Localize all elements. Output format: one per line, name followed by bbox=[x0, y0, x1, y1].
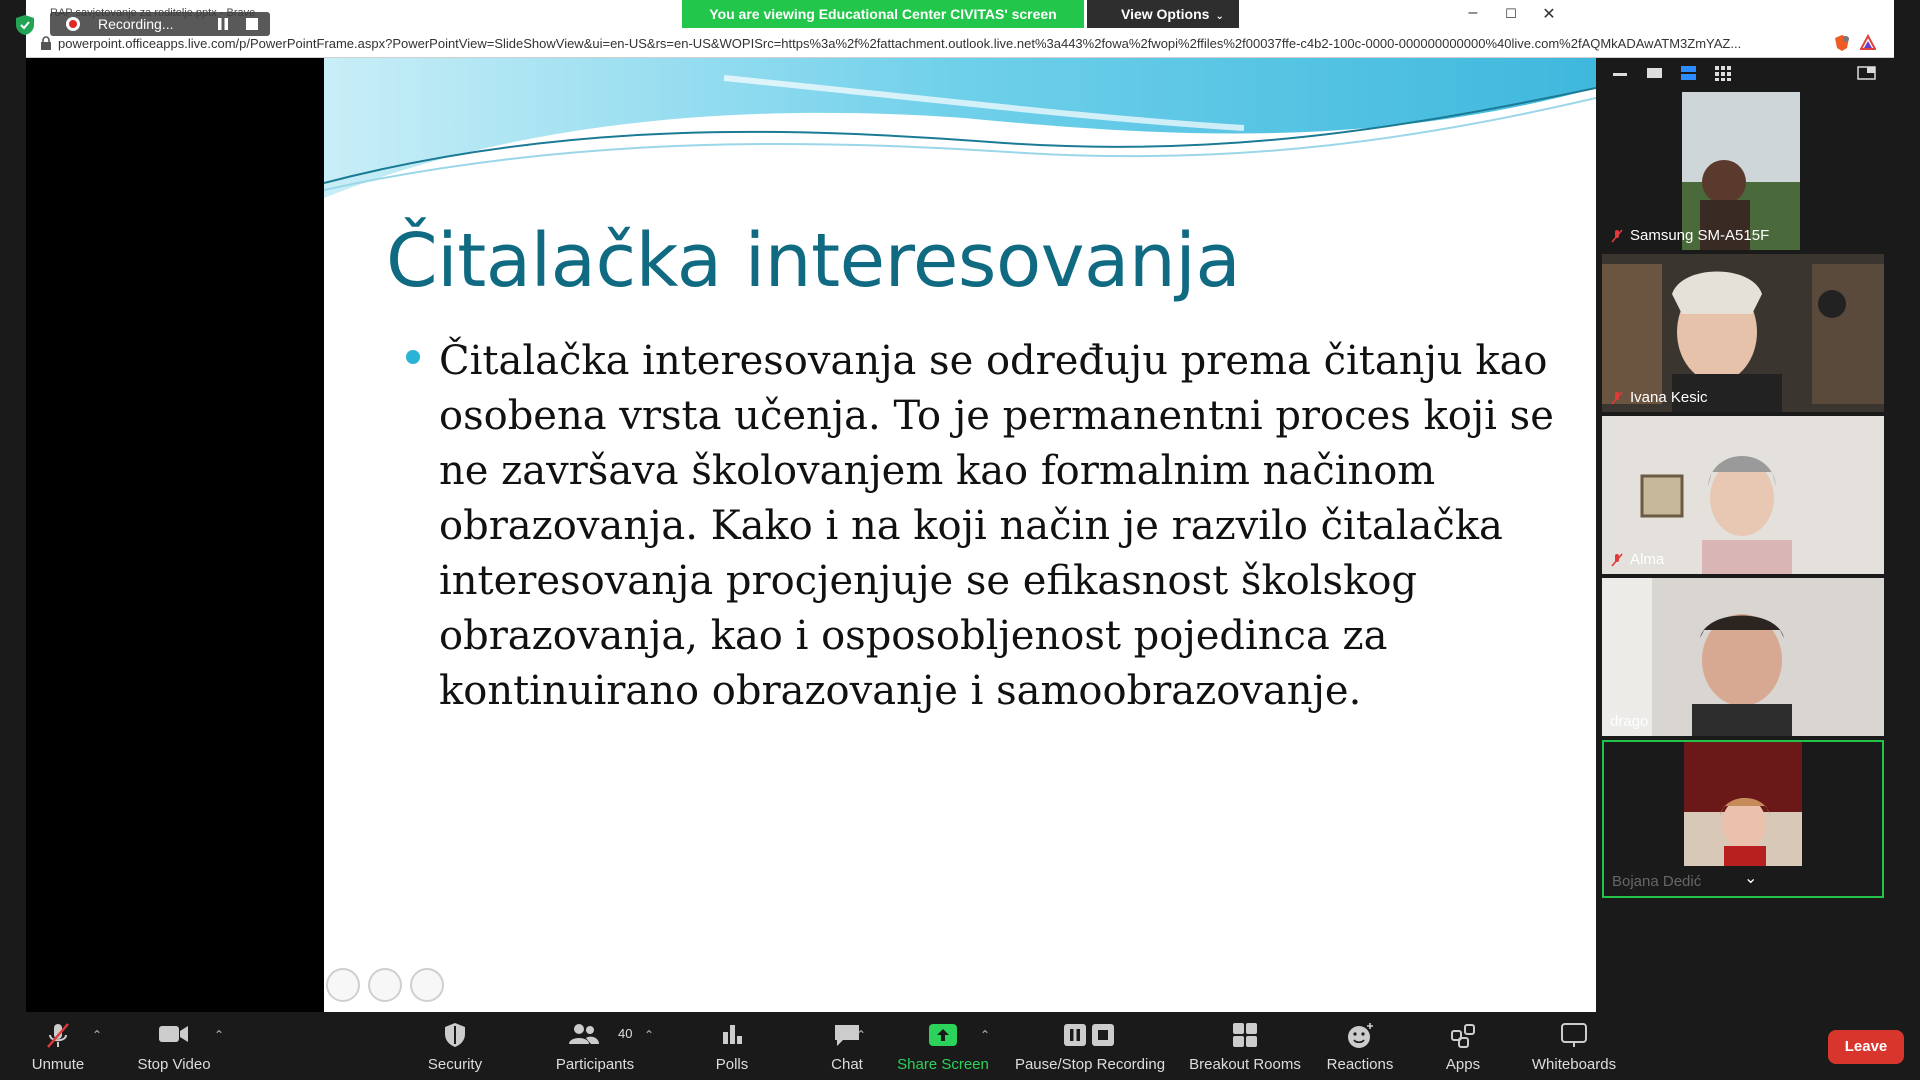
recording-dot-icon bbox=[66, 17, 80, 31]
unmute-button[interactable]: Unmute bbox=[26, 1012, 90, 1080]
mic-muted-icon bbox=[45, 1022, 71, 1050]
gallery-view-icon[interactable] bbox=[1712, 64, 1734, 82]
whiteboard-icon bbox=[1560, 1022, 1588, 1048]
participant-name: Alma bbox=[1610, 551, 1664, 568]
viewing-screen-banner: You are viewing Educational Center CIVITAS' screen bbox=[682, 0, 1084, 28]
video-options-caret[interactable]: ⌃ bbox=[214, 1028, 225, 1042]
recording-indicator bbox=[50, 12, 270, 36]
lock-icon bbox=[40, 36, 52, 50]
recording-label: Recording... bbox=[98, 16, 174, 32]
view-options-label: View Options bbox=[1121, 6, 1210, 22]
participant-name: Ivana Kesic bbox=[1610, 389, 1708, 406]
bullet-icon bbox=[406, 350, 420, 364]
presentation-slide bbox=[324, 58, 1596, 1012]
minimize-gallery-icon[interactable] bbox=[1610, 64, 1632, 82]
participant-tile[interactable] bbox=[1602, 578, 1884, 736]
polls-button[interactable]: Polls bbox=[690, 1012, 774, 1080]
share-screen-button[interactable]: Share Screen bbox=[888, 1012, 998, 1080]
pop-out-gallery-icon[interactable] bbox=[1856, 64, 1878, 82]
minimize-button[interactable]: – bbox=[1468, 4, 1478, 21]
view-options-button[interactable] bbox=[1087, 0, 1239, 28]
reactions-button[interactable]: Reactions bbox=[1314, 1012, 1406, 1080]
share-options-caret[interactable]: ⌃ bbox=[980, 1028, 991, 1042]
mic-muted-icon bbox=[1610, 229, 1624, 243]
brave-rewards-icon[interactable] bbox=[1860, 34, 1876, 52]
participant-tile[interactable] bbox=[1602, 92, 1884, 250]
view-grid-icon bbox=[1840, 10, 1856, 24]
shared-screen-blank-area bbox=[26, 58, 324, 1012]
slideshow-menu-icon[interactable] bbox=[410, 968, 444, 1002]
leave-meeting-button[interactable]: Leave bbox=[1828, 1030, 1904, 1064]
apps-button[interactable]: Apps bbox=[1426, 1012, 1500, 1080]
breakout-rooms-button[interactable]: Breakout Rooms bbox=[1180, 1012, 1310, 1080]
mic-muted-icon bbox=[1610, 553, 1624, 567]
url-text[interactable]: powerpoint.officeapps.live.com/p/PowerPointFrame.aspx?PowerPointView=SlideShowView&ui=en-US&rs=en-US&WOPISrc=https%3a%2f%2fattachment.outlook.live.net%3a443%2fowa%2fwopi%2ffiles%2f00037ffe-c4b2-100c-0000-000000000000%40live.com%2fAQMkADAwATM3ZmYAZ... bbox=[58, 36, 1742, 51]
participant-tile-active-speaker[interactable] bbox=[1602, 740, 1884, 898]
browser-address-bar[interactable] bbox=[26, 28, 1894, 58]
chat-button[interactable]: Chat bbox=[804, 1012, 890, 1080]
maximize-button[interactable]: ☐ bbox=[1505, 6, 1517, 21]
slide-title: Čitalačka interesovanja bbox=[386, 218, 1241, 304]
polls-icon bbox=[720, 1022, 744, 1046]
slideshow-pointer-icon[interactable] bbox=[326, 968, 360, 1002]
breakout-rooms-icon bbox=[1232, 1022, 1258, 1048]
meeting-toolbar bbox=[26, 1012, 1894, 1080]
participant-video bbox=[1684, 742, 1802, 866]
chevron-down-icon: ⌄ bbox=[1215, 11, 1224, 22]
shield-icon bbox=[443, 1022, 467, 1048]
security-button[interactable]: Security bbox=[410, 1012, 500, 1080]
participants-count: 40 bbox=[618, 1026, 633, 1041]
view-label: View bbox=[1862, 8, 1893, 24]
stop-video-button[interactable]: Stop Video bbox=[126, 1012, 222, 1080]
participant-tile[interactable] bbox=[1602, 416, 1884, 574]
share-screen-icon bbox=[927, 1022, 959, 1048]
whiteboards-button[interactable]: Whiteboards bbox=[1520, 1012, 1628, 1080]
video-camera-icon bbox=[158, 1022, 190, 1046]
single-view-icon[interactable] bbox=[1644, 64, 1666, 82]
pause-recording-icon[interactable] bbox=[216, 17, 230, 31]
chevron-down-icon[interactable]: ⌄ bbox=[1744, 870, 1758, 887]
brave-shield-icon[interactable] bbox=[1834, 34, 1850, 52]
participant-name: Bojana Dedić bbox=[1612, 873, 1702, 890]
slideshow-play-icon[interactable] bbox=[368, 968, 402, 1002]
pause-stop-recording-button[interactable]: Pause/Stop Recording bbox=[1010, 1012, 1170, 1080]
participants-options-caret[interactable]: ⌃ bbox=[644, 1028, 655, 1042]
chat-options-caret[interactable]: ⌃ bbox=[856, 1028, 867, 1042]
stop-recording-icon[interactable] bbox=[246, 18, 258, 30]
audio-options-caret[interactable]: ⌃ bbox=[92, 1028, 103, 1042]
slide-wave-decoration bbox=[324, 58, 1596, 208]
pause-stop-recording-icon bbox=[1062, 1022, 1118, 1048]
close-window-button[interactable]: ✕ bbox=[1542, 6, 1556, 23]
mic-muted-icon bbox=[1610, 391, 1624, 405]
participant-name: drago bbox=[1610, 713, 1649, 730]
participants-button[interactable]: 40 Participants bbox=[540, 1012, 650, 1080]
view-button[interactable] bbox=[1840, 8, 1920, 30]
slide-body-text: Čitalačka interesovanja se određuju prema čitanju kao osobena vrsta učenja. To je permanentni proces koji se ne završava školovanjem kao formalnim načinom obrazovanja. Kako i na koji način je razvilo čitalačka interesovanja procjenjuje se efikasnost školskog obrazovanja, kao i osposobljenost pojedinca za kontinuirano obrazovanje i samoobrazovanje. bbox=[439, 338, 1554, 714]
reactions-icon bbox=[1346, 1022, 1374, 1050]
participants-icon bbox=[568, 1022, 600, 1046]
participant-gallery bbox=[1596, 58, 1894, 1012]
apps-icon bbox=[1450, 1022, 1476, 1048]
participant-tile[interactable] bbox=[1602, 254, 1884, 412]
encryption-shield-icon[interactable] bbox=[14, 14, 36, 36]
speaker-view-icon[interactable] bbox=[1678, 64, 1700, 82]
participant-name: Samsung SM-A515F bbox=[1610, 227, 1769, 244]
